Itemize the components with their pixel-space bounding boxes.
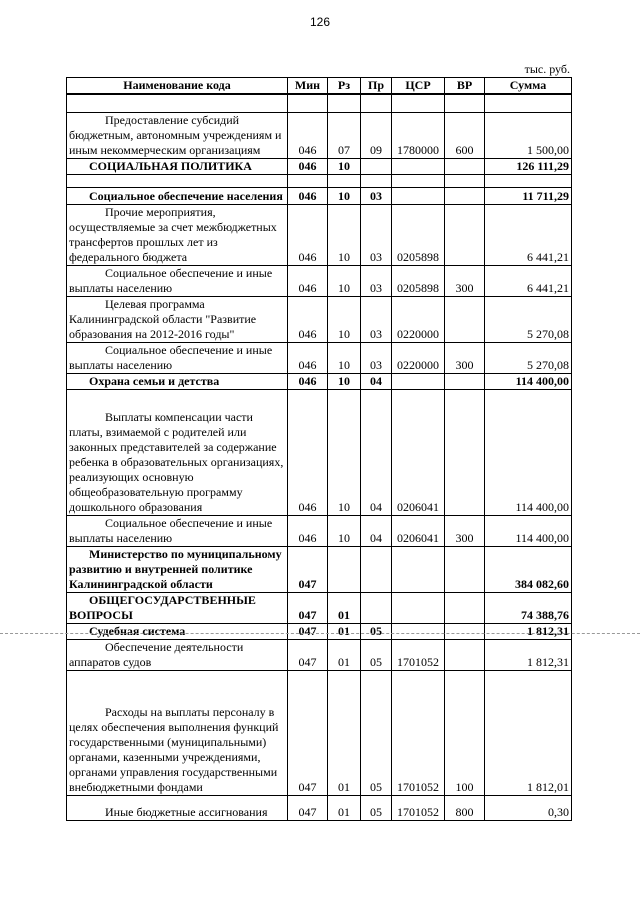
cell-sum [485, 175, 572, 188]
cell-sum [485, 94, 572, 113]
table-row [67, 94, 572, 113]
cell-vr [445, 297, 485, 343]
table-row [67, 266, 572, 297]
row-label: СОЦИАЛЬНАЯ ПОЛИТИКА [89, 159, 252, 173]
cell-rz: 10 [328, 516, 361, 547]
cell-sum: 114 400,00 [485, 374, 572, 390]
cell-vr [445, 188, 485, 205]
row-label: Предоставление субсидий бюджетным, автономным учреждениям и иным некоммерческим организациям [69, 113, 282, 157]
cell-sum: 126 111,29 [485, 159, 572, 175]
cell-csr [392, 94, 445, 113]
cell-vr [445, 159, 485, 175]
table-row [67, 113, 572, 159]
cell-pr: 03 [361, 266, 392, 297]
cell-min [288, 94, 328, 113]
cell-min: 046 [288, 113, 328, 159]
cell-csr: 0205898 [392, 266, 445, 297]
cell-csr [392, 175, 445, 188]
header-name: Наименование кода [67, 78, 288, 95]
cell-csr: 1780000 [392, 113, 445, 159]
cell-vr [445, 175, 485, 188]
table-row [67, 205, 572, 266]
cell-name [67, 516, 288, 547]
cell-csr [392, 624, 445, 640]
cell-rz: 10 [328, 159, 361, 175]
cell-pr [361, 547, 392, 593]
cell-vr [445, 640, 485, 671]
table-row [67, 796, 572, 821]
cell-vr [445, 374, 485, 390]
cell-min: 046 [288, 343, 328, 374]
cell-pr [361, 94, 392, 113]
cell-name [67, 593, 288, 624]
cell-rz: 01 [328, 593, 361, 624]
cell-sum: 6 441,21 [485, 205, 572, 266]
cell-min: 047 [288, 624, 328, 640]
cell-rz: 10 [328, 188, 361, 205]
cell-vr: 300 [445, 516, 485, 547]
cell-name [67, 671, 288, 796]
cell-vr [445, 205, 485, 266]
cell-pr: 05 [361, 624, 392, 640]
row-label: Социальное обеспечение и иные выплаты населению [69, 266, 273, 295]
row-label: Охрана семьи и детства [89, 374, 220, 388]
cell-pr: 04 [361, 374, 392, 390]
cell-vr [445, 593, 485, 624]
cell-csr [392, 374, 445, 390]
header-rz: Рз [328, 78, 361, 95]
cell-name [67, 547, 288, 593]
cell-pr: 03 [361, 343, 392, 374]
table-row [67, 175, 572, 188]
cell-csr [392, 547, 445, 593]
table-row [67, 593, 572, 624]
cell-csr: 1701052 [392, 640, 445, 671]
cell-min: 046 [288, 188, 328, 205]
cell-rz: 01 [328, 640, 361, 671]
units-label: тыс. руб. [524, 62, 570, 76]
cell-rz: 10 [328, 390, 361, 516]
cell-rz: 07 [328, 113, 361, 159]
cell-name [67, 205, 288, 266]
table-row [67, 671, 572, 796]
cell-sum: 11 711,29 [485, 188, 572, 205]
cell-min: 046 [288, 266, 328, 297]
row-label: Целевая программа Калининградской области "Развитие образования на 2012-2016 годы" [69, 297, 257, 341]
cell-rz: 01 [328, 796, 361, 821]
cell-csr [392, 159, 445, 175]
cell-min: 046 [288, 390, 328, 516]
cell-name [67, 188, 288, 205]
cell-vr: 800 [445, 796, 485, 821]
header-pr: Пр [361, 78, 392, 95]
cell-pr: 09 [361, 113, 392, 159]
table-row [67, 547, 572, 593]
row-label: Обеспечение деятельности аппаратов судов [69, 640, 244, 669]
cell-pr [361, 159, 392, 175]
cell-pr: 05 [361, 671, 392, 796]
cell-csr: 0220000 [392, 343, 445, 374]
row-label: ОБЩЕГОСУДАРСТВЕННЫЕ ВОПРОСЫ [69, 593, 256, 622]
cell-min: 046 [288, 374, 328, 390]
cell-csr: 0206041 [392, 390, 445, 516]
cell-sum: 1 500,00 [485, 113, 572, 159]
cell-pr: 03 [361, 297, 392, 343]
cell-name [67, 297, 288, 343]
cell-name [67, 624, 288, 640]
cell-vr [445, 390, 485, 516]
budget-table [66, 77, 572, 821]
cell-pr: 05 [361, 640, 392, 671]
cell-sum: 5 270,08 [485, 343, 572, 374]
cell-min: 046 [288, 516, 328, 547]
table-row [67, 297, 572, 343]
cell-vr [445, 547, 485, 593]
cell-name [67, 374, 288, 390]
row-label: Социальное обеспечение населения [89, 189, 283, 203]
cell-csr: 1701052 [392, 671, 445, 796]
cell-name [67, 113, 288, 159]
cell-rz: 01 [328, 624, 361, 640]
cell-vr: 300 [445, 343, 485, 374]
cell-rz [328, 547, 361, 593]
cell-pr [361, 593, 392, 624]
cell-min: 047 [288, 796, 328, 821]
cell-csr: 1701052 [392, 796, 445, 821]
cell-name [67, 175, 288, 188]
header-sum: Сумма [485, 78, 572, 95]
page-number: 126 [309, 15, 331, 29]
cell-csr: 0220000 [392, 297, 445, 343]
cell-sum: 114 400,00 [485, 516, 572, 547]
cell-vr [445, 624, 485, 640]
table-row [67, 374, 572, 390]
cell-rz: 10 [328, 205, 361, 266]
table-row [67, 159, 572, 175]
row-label: Прочие мероприятия, осуществляемые за счет межбюджетных трансфертов прошлых лет из федерального бюджета [69, 205, 277, 264]
table-header-row [67, 78, 572, 95]
cell-min: 047 [288, 671, 328, 796]
cell-name [67, 266, 288, 297]
cell-name [67, 796, 288, 821]
cell-min: 046 [288, 159, 328, 175]
cell-min [288, 175, 328, 188]
table-row [67, 390, 572, 516]
cell-name [67, 343, 288, 374]
table-row [67, 624, 572, 640]
header-csr: ЦСР [392, 78, 445, 95]
cell-vr: 600 [445, 113, 485, 159]
cell-rz [328, 175, 361, 188]
row-label: Министерство по муниципальному развитию и внутренней политике Калининградской области [69, 547, 282, 591]
cell-min: 046 [288, 297, 328, 343]
cell-rz: 10 [328, 374, 361, 390]
cell-csr [392, 593, 445, 624]
cell-pr: 03 [361, 205, 392, 266]
row-label: Социальное обеспечение и иные выплаты населению [69, 516, 273, 545]
cell-vr: 100 [445, 671, 485, 796]
table-row [67, 516, 572, 547]
cell-pr: 04 [361, 390, 392, 516]
cell-pr [361, 175, 392, 188]
cell-rz: 10 [328, 297, 361, 343]
cell-sum: 1 812,01 [485, 671, 572, 796]
cell-rz: 01 [328, 671, 361, 796]
row-label: Выплаты компенсации части платы, взимаемой с родителей или законных представителей за содержание ребенка в образовательных организациях, реализующих основную общеобразовательную программу дошкольного образования [69, 410, 284, 514]
scan-fold-line [0, 633, 640, 634]
cell-pr: 03 [361, 188, 392, 205]
table-row [67, 640, 572, 671]
table-row [67, 343, 572, 374]
cell-sum: 0,30 [485, 796, 572, 821]
row-label: Иные бюджетные ассигнования [105, 805, 268, 819]
cell-min: 046 [288, 205, 328, 266]
header-vr: ВР [445, 78, 485, 95]
cell-sum: 6 441,21 [485, 266, 572, 297]
cell-sum: 5 270,08 [485, 297, 572, 343]
row-label: Расходы на выплаты персоналу в целях обеспечения выполнения функций государственными (муниципальными) органами, казенными учреждениями, органами управления государственными внебюджетными фондами [69, 705, 279, 794]
cell-sum: 1 812,31 [485, 624, 572, 640]
row-label: Социальное обеспечение и иные выплаты населению [69, 343, 273, 372]
cell-name [67, 159, 288, 175]
cell-csr: 0205898 [392, 205, 445, 266]
cell-rz: 10 [328, 266, 361, 297]
cell-name [67, 94, 288, 113]
cell-pr: 05 [361, 796, 392, 821]
cell-sum: 1 812,31 [485, 640, 572, 671]
cell-csr [392, 188, 445, 205]
cell-csr: 0206041 [392, 516, 445, 547]
table-row [67, 188, 572, 205]
cell-sum: 384 082,60 [485, 547, 572, 593]
cell-name [67, 640, 288, 671]
cell-rz [328, 94, 361, 113]
cell-min: 047 [288, 547, 328, 593]
cell-min: 047 [288, 593, 328, 624]
cell-sum: 74 388,76 [485, 593, 572, 624]
cell-rz: 10 [328, 343, 361, 374]
cell-vr: 300 [445, 266, 485, 297]
cell-name [67, 390, 288, 516]
header-min: Мин [288, 78, 328, 95]
cell-vr [445, 94, 485, 113]
cell-pr: 04 [361, 516, 392, 547]
row-label: Судебная система [89, 624, 186, 638]
cell-sum: 114 400,00 [485, 390, 572, 516]
cell-min: 047 [288, 640, 328, 671]
